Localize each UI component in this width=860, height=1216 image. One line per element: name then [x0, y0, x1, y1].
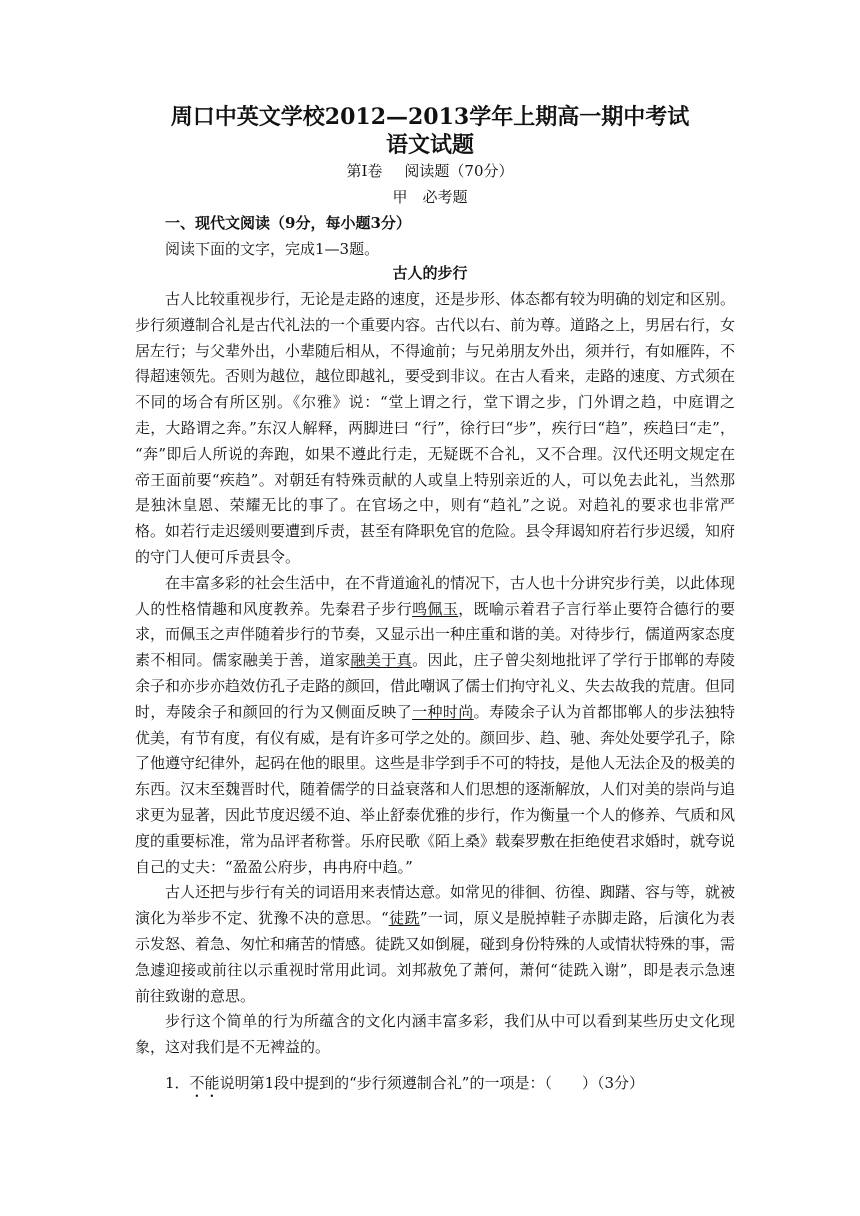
- paragraph-text: ”一词，原义是脱掉鞋子赤脚走路，后演化为表示发怒、着急、匆忙和痛苦的情感。徒跣又如倒屣，碰到身份特殊的人或情状特殊的事，需急遽迎接或前往以示重视时常用此词。刘邦赦免了萧何，萧何“徒跣入谢”，即是表示急速前往致谢的意思。: [135, 909, 736, 1005]
- underlined-term: 徒跣: [388, 909, 420, 928]
- underlined-term: 融美于真: [350, 651, 413, 670]
- paragraph-text: ，既喻示着君子言行举止要符合德行的要求，而佩玉之声伴随着步行的节奏，又显示出一种庄重和谐的美。对待步行，儒道两家态度素不相同。儒家融美于善，道家: [135, 599, 736, 670]
- passage-body: [135, 287, 735, 1061]
- passage-title: 古人的步行: [392, 264, 468, 282]
- section-instruction: 阅读下面的文字，完成1—3题。: [165, 240, 380, 258]
- paragraph-text: 在丰富多彩的社会生活中，在不背道逾礼的情况下，古人也十分讲究步行美，以此体现人的性格情趣和风度教养。先秦君子步行: [135, 573, 736, 618]
- volume-line: [0, 160, 860, 182]
- part-label: 甲 必考题: [392, 188, 468, 206]
- underlined-term: 鸣佩玉: [412, 599, 459, 618]
- paragraph-text: 古人还把与步行有关的词语用来表情达意。如常见的徘徊、彷徨、踟躇、容与等，就被演化为举步不定、犹豫不决的意思。“: [135, 883, 736, 928]
- exam-title: 周口中英文学校2012—2013学年上期高一期中考试: [170, 104, 690, 130]
- question-1: [165, 1072, 735, 1101]
- passage-paragraph-1: 古人比较重视步行，无论是走路的速度，还是步形、体态都有较为明确的划定和区别。步行须遵制合礼是古代礼法的一个重要内容。古代以右、前为尊。道路之上，男居右行，女居左行；与父辈外出，小辈随后相从，不得逾前；与兄弟朋友外出，须并行，有如雁阵，不得超速领先。否则为越位，越位即越礼，要受到非议。在古人看来，走路的速度、方式须在不同的场合有所区别。《尔雅》说：“堂上谓之行，堂下谓之步，门外谓之趋，中庭谓之走，大路谓之奔。”东汉人解释，两脚进曰 “行”，徐行曰“步”，疾行曰“趋”，疾趋曰“走”， “奔”即后人所说的奔跑，如果不遵此行走，无疑既不合礼，又不合理。汉代还明文规定在帝王面前要“疾趋”。对朝廷有特殊贡献的人或皇上特别亲近的人，可以免去此礼，当然那是独沐皇恩、荣耀无比的事了。在官场之中，则有“趋礼”之说。对趋礼的要求也非常严格。如若行走迟缓则要遭到斥责，甚至有降职免官的危险。县令拜谒知府若行步迟缓，知府的守门人便可斥责县令。: [135, 290, 736, 566]
- exam-subject-title: 语文试题: [385, 132, 474, 158]
- question-text: 说明第1段中提到的“步行须遵制合礼”的一项是：（ ）（3分）: [219, 1074, 644, 1092]
- volume-description: 阅读题（70分）: [404, 162, 514, 180]
- underlined-term: 一种时尚: [412, 702, 474, 721]
- passage-paragraph-2: [135, 571, 735, 881]
- volume-label: 第Ⅰ卷: [346, 162, 383, 180]
- passage-paragraph-3: [135, 880, 735, 1009]
- passage-paragraph-4: 步行这个简单的行为所蕴含的文化内涵丰富多彩，我们从中可以看到某些历史文化现象，这对我们是不无裨益的。: [135, 1012, 735, 1057]
- emphasized-term: 不能: [189, 1074, 220, 1092]
- question-number: 1．: [165, 1074, 190, 1092]
- paragraph-text: 。寿陵余子认为首都邯郸人的步法独特优美，有节有度，有仪有威，是有许多可学之处的。颜回步、趋、驰、奔处处要学孔子，除了他遵守纪律外，起码在他的眼里。这些是非学到手不可的特技，是他人无法企及的极美的东西。汉末至魏晋时代，随着儒学的日益衰落和人们思想的逐渐解放，人们对美的崇尚与追求更为显著，因此节度迟缓不迫、举止舒泰优雅的步行，作为衡量一个人的修养、气质和风度的重要标准，常为品评者称誉。乐府民歌《陌上桑》载秦罗敷在拒绝使君求婚时，就夸说自己的丈夫：“盈盈公府步，冉冉府中趋。”: [135, 702, 736, 876]
- paragraph-text: 。因此，庄子曾尖刻地批评了学行于邯郸的寿陵余子和亦步亦趋效仿孔子走路的颜回，借此嘲讽了儒士们拘守礼义、失去故我的荒唐。但同时，寿陵余子和颜回的行为又侧面反映了: [135, 651, 736, 721]
- section-heading: 一、现代文阅读（9分，每小题3分）: [165, 214, 411, 232]
